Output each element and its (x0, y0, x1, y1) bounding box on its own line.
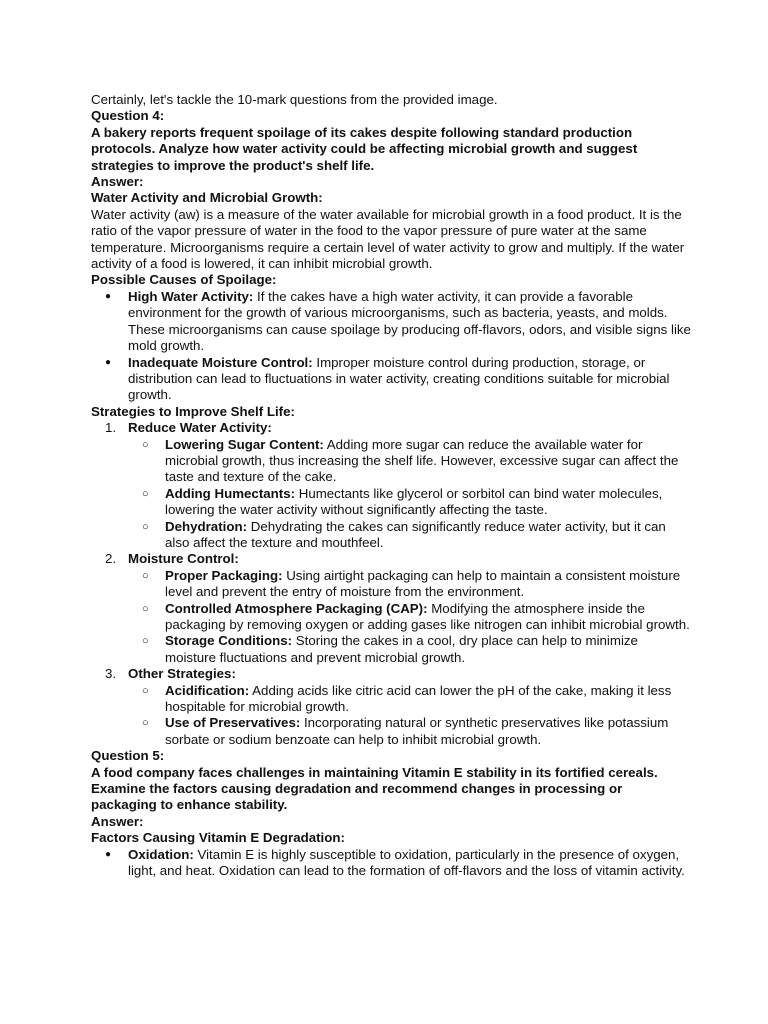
list-item (91, 601, 691, 634)
factors-heading: Factors Causing Vitamin E Degradation: (91, 830, 345, 846)
list-item (91, 420, 691, 436)
sub-item-title: Acidification: (165, 682, 250, 698)
question-5-heading: Question 5: (91, 748, 165, 764)
list-item (91, 551, 691, 567)
list-number: 1. (105, 420, 117, 436)
sub-item-title: Use of Preservatives: (165, 715, 301, 731)
strategy-title: Moisture Control: (128, 551, 239, 567)
sub-item-title: Controlled Atmosphere Packaging (CAP): (165, 600, 428, 616)
sub-item-text: Incorporating natural or synthetic preservatives like potassium sorbate or sodium benzoate can help to inhibit microbial growth. (165, 715, 669, 747)
document-body (91, 92, 691, 880)
factor-title: Oxidation: (128, 846, 194, 862)
strategies-heading: Strategies to Improve Shelf Life: (91, 403, 295, 419)
list-item (91, 568, 691, 601)
cause-text: If the cakes have a high water activity, it can provide a favorable environment for the growth of various microorganisms, such as bacteria, yeasts, and molds. These microorganisms can cause spoilage by producing off-flavors, odors, and visible signs like mold growth. (128, 288, 691, 354)
answer-5-label: Answer: (91, 813, 144, 829)
water-activity-text: Water activity (aw) is a measure of the water available for microbial growth in a food product. It is the ratio of the vapor pressure of water in the food to the vapor pressure of pure water at the same temperature. Microorganisms require a certain level of water activity to grow and multiply. If the water activity of a food is lowered, it can inhibit microbial growth. (91, 206, 685, 272)
cause-title: Inadequate Moisture Control: (128, 354, 313, 370)
list-item (91, 519, 691, 552)
sub-item-title: Storage Conditions: (165, 633, 293, 649)
question-4-heading: Question 4: (91, 108, 165, 124)
list-item (91, 437, 691, 486)
strategy-title: Other Strategies: (128, 666, 236, 682)
strategies-list (91, 420, 691, 748)
sub-item-text: Dehydrating the cakes can significantly reduce water activity, but it can also affect the texture and mouthfeel. (165, 518, 666, 550)
list-item (91, 633, 691, 666)
question-4-text: A bakery reports frequent spoilage of its cakes despite following standard production protocols. Analyze how water activity could be affecting microbial growth and suggest strategies to improve the product's shelf life. (91, 124, 638, 173)
sub-item-text: Adding acids like citric acid can lower the pH of the cake, making it less hospitable for microbial growth. (165, 682, 672, 715)
cause-title: High Water Activity: (128, 288, 254, 304)
question-5-text: A food company faces challenges in maintaining Vitamin E stability in its fortified cereals. Examine the factors causing degradation and recommend changes in processing or packaging to enhance stability. (91, 764, 658, 813)
cause-text: Improper moisture control during production, storage, or distribution can lead to fluctuations in water activity, creating conditions suitable for microbial growth. (128, 354, 670, 403)
sub-item-title: Adding Humectants: (165, 485, 296, 501)
sub-item-text: Modifying the atmosphere inside the packaging by removing oxygen or adding gases like nitrogen can inhibit microbial growth. (165, 600, 690, 632)
list-item (91, 486, 691, 519)
list-item (91, 355, 691, 404)
intro-text: Certainly, let's tackle the 10-mark questions from the provided image. (91, 92, 498, 107)
water-activity-heading: Water Activity and Microbial Growth: (91, 190, 323, 206)
sub-item-text: Humectants like glycerol or sorbitol can bind water molecules, lowering the water activity without significantly affecting the taste. (165, 485, 663, 518)
causes-list (91, 289, 691, 404)
causes-heading: Possible Causes of Spoilage: (91, 272, 277, 288)
factors-list (91, 847, 691, 880)
list-item (91, 289, 691, 355)
sub-item-text: Using airtight packaging can help to maintain a consistent moisture level and prevent the entry of moisture from the environment. (165, 567, 681, 600)
list-number: 2. (105, 551, 117, 567)
factor-text: Vitamin E is highly susceptible to oxidation, particularly in the presence of oxygen, light, and heat. Oxidation can lead to the formation of off-flavors and the loss of vitamin activity. (128, 846, 685, 879)
sub-item-text: Adding more sugar can reduce the available water for microbial growth, thus increasing the shelf life. However, excessive sugar can affect the taste and texture of the cake. (165, 436, 679, 485)
strategy-title: Reduce Water Activity: (128, 420, 272, 436)
list-item (91, 715, 691, 748)
list-item (91, 847, 691, 880)
list-item (91, 683, 691, 716)
sub-item-text: Storing the cakes in a cool, dry place can help to minimize moisture fluctuations and prevent microbial growth. (165, 633, 638, 665)
sub-item-title: Lowering Sugar Content: (165, 436, 324, 452)
list-item (91, 666, 691, 682)
sub-item-title: Dehydration: (165, 518, 248, 534)
sub-item-title: Proper Packaging: (165, 567, 283, 583)
list-number: 3. (105, 666, 117, 682)
answer-4-label: Answer: (91, 174, 144, 190)
